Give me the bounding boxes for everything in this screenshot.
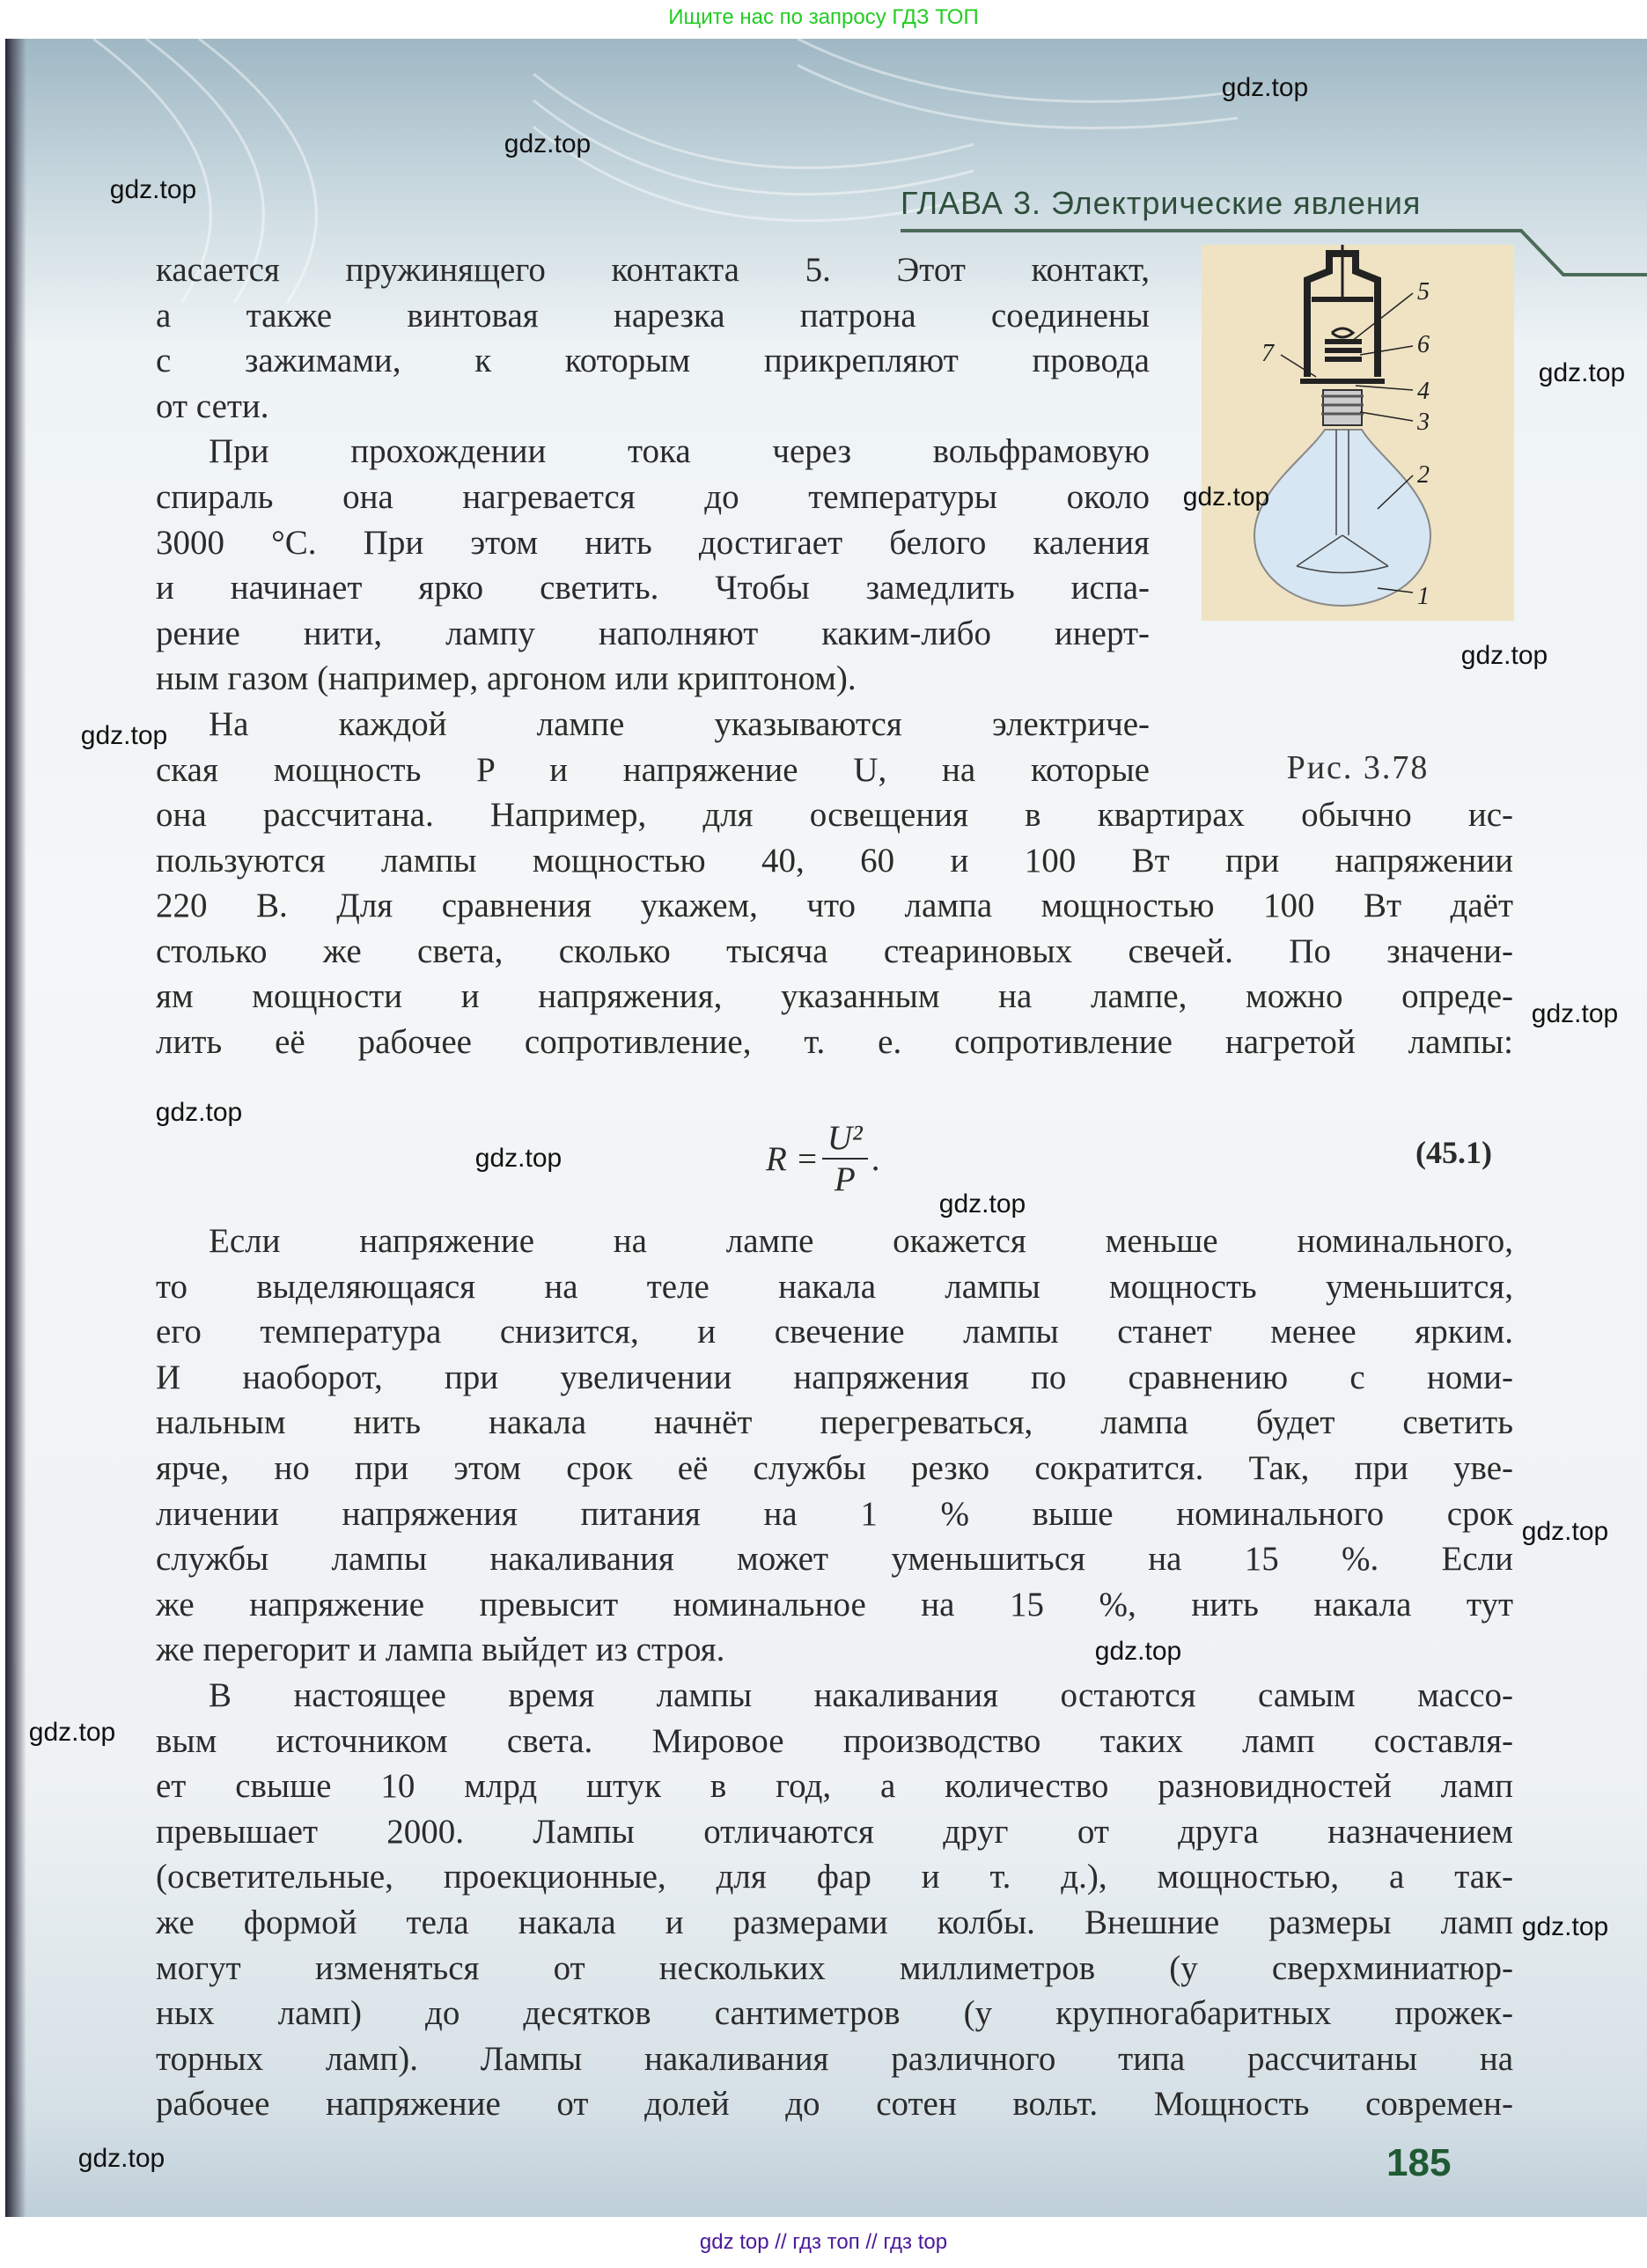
- watermark: gdz.top: [474, 1144, 562, 1173]
- text-line: пользуются лампы мощностью 40, 60 и 100 Вт при напряжении: [156, 841, 1513, 880]
- figure-caption: Рис. 3.78: [1286, 749, 1430, 786]
- text-line: ская мощность P и напряжение U, на которые: [156, 750, 1150, 789]
- paragraph-block-1: [156, 247, 1150, 792]
- label-7: 7: [1261, 340, 1274, 367]
- text-line: Если напряжение на лампе окажется меньше номинального,: [209, 1222, 1513, 1260]
- label-3: 3: [1417, 409, 1430, 436]
- watermark: gdz.top: [28, 1718, 116, 1747]
- text-line: же формой тела накала и размерами колбы. Внешние размеры ламп: [156, 1903, 1513, 1941]
- text-line: же напряжение превысит номинальное на 15 %, нить накала тут: [156, 1585, 1513, 1624]
- text-line: ным газом (например, аргоном или криптоном).: [156, 659, 857, 698]
- watermark: gdz.top: [80, 721, 168, 750]
- text-line: его температура снизится, и свечение лампы станет менее ярким.: [156, 1313, 1513, 1351]
- text-line: спираль она нагревается до температуры около: [156, 477, 1150, 516]
- formula-numerator: U²: [822, 1118, 868, 1160]
- text-line: могут изменяться от нескольких миллиметров (у сверхминиатюр-: [156, 1948, 1513, 1987]
- text-line: она рассчитана. Например, для освещения в квартирах обычно ис-: [156, 796, 1513, 834]
- text-line: На каждой лампе указываются электриче-: [209, 704, 1150, 743]
- chapter-header: ГЛАВА 3. Электрические явления: [901, 185, 1422, 221]
- watermark: gdz.top: [1460, 641, 1548, 670]
- text-line: рабочее напряжение от долей до сотен вольт. Мощность современ-: [156, 2085, 1513, 2124]
- text-line: превышает 2000. Лампы отличаются друг от друга назначением: [156, 1812, 1513, 1851]
- text-line: же перегорит и лампа выйдет из строя.: [156, 1631, 725, 1669]
- formula-denominator: P: [834, 1160, 856, 1198]
- text-line: и начинает ярко светить. Чтобы замедлить испа-: [156, 569, 1150, 608]
- formula: [766, 1118, 880, 1199]
- text-line: вым источником света. Мировое производство таких ламп составля-: [156, 1721, 1513, 1760]
- text-line: лить её рабочее сопротивление, т. е. сопротивление нагретой лампы:: [156, 1022, 1513, 1061]
- text-line: ярче, но при этом срок её службы резко сократится. Так, при уве-: [156, 1448, 1513, 1487]
- bottom-banner[interactable]: gdz top // гдз топ // гдз top: [699, 2230, 948, 2254]
- text-line: а также винтовая нарезка патрона соединены: [156, 296, 1150, 335]
- watermark: gdz.top: [938, 1189, 1026, 1219]
- text-line: то выделяющаяся на теле накала лампы мощность уменьшится,: [156, 1267, 1513, 1306]
- label-2: 2: [1417, 461, 1430, 489]
- text-line: рение нити, лампу наполняют каким-либо инерт-: [156, 614, 1150, 652]
- watermark: gdz.top: [1182, 482, 1270, 512]
- text-line: касается пружинящего контакта 5. Этот контакт,: [156, 251, 1150, 289]
- text-line: от сети.: [156, 387, 269, 425]
- watermark: gdz.top: [1221, 73, 1309, 102]
- text-line: торных ламп). Лампы накаливания различного типа рассчитаны на: [156, 2039, 1513, 2078]
- watermark: gdz.top: [1094, 1637, 1182, 1666]
- text-line: ям мощности и напряжения, указанным на лампе, можно опреде-: [156, 977, 1513, 1016]
- text-line: столько же света, сколько тысяча стеариновых свечей. По значени-: [156, 932, 1513, 970]
- equation-number: (45.1): [1415, 1135, 1492, 1170]
- lamp-figure: [1202, 245, 1514, 621]
- watermark: gdz.top: [504, 129, 592, 158]
- watermark: gdz.top: [109, 175, 197, 204]
- text-line: ных ламп) до десятков сантиметров (у крупногабаритных прожек-: [156, 1994, 1513, 2033]
- formula-lhs: R =: [766, 1139, 819, 1178]
- text-line: (осветительные, проекционные, для фар и т. д.), мощностью, а так-: [156, 1858, 1513, 1896]
- label-6: 6: [1417, 331, 1430, 358]
- text-line: с зажимами, к которым прикрепляют провода: [156, 342, 1150, 380]
- text-line: 3000 °С. При этом нить достигает белого каления: [156, 523, 1150, 562]
- watermark: gdz.top: [155, 1098, 243, 1127]
- page-number: 185: [1386, 2141, 1452, 2184]
- label-5: 5: [1417, 278, 1430, 306]
- text-line: 220 В. Для сравнения укажем, что лампа мощностью 100 Вт даёт: [156, 887, 1513, 925]
- label-4: 4: [1417, 378, 1430, 405]
- text-line: службы лампы накаливания может уменьшиться на 15 %. Если: [156, 1540, 1513, 1579]
- top-banner[interactable]: Ищите нас по запросу ГДЗ ТОП: [668, 5, 979, 29]
- text-line: ет свыше 10 млрд штук в год, а количество разновидностей ламп: [156, 1767, 1513, 1806]
- formula-end: .: [871, 1139, 880, 1178]
- text-line: При прохождении тока через вольфрамовую: [209, 432, 1150, 471]
- text-line: нальным нить накала начнёт перегреваться, лампа будет светить: [156, 1403, 1513, 1442]
- paragraph-block-1-wide: [156, 792, 1513, 1065]
- paragraph-block-2: [156, 1219, 1513, 2127]
- watermark: gdz.top: [1521, 1912, 1609, 1941]
- watermark: gdz.top: [1531, 999, 1619, 1028]
- text-line: личении напряжения питания на 1 % выше номинального срок: [156, 1494, 1513, 1533]
- watermark: gdz.top: [1538, 358, 1626, 387]
- watermark: gdz.top: [77, 2144, 165, 2173]
- light-bulb-illustration: [1202, 245, 1514, 621]
- label-1: 1: [1417, 583, 1430, 610]
- text-line: И наоборот, при увеличении напряжения по сравнению с номи-: [156, 1358, 1513, 1396]
- text-line: В настоящее время лампы накаливания остаются самым массо-: [209, 1675, 1513, 1714]
- formula-fraction: [822, 1118, 868, 1199]
- watermark: gdz.top: [1521, 1517, 1609, 1546]
